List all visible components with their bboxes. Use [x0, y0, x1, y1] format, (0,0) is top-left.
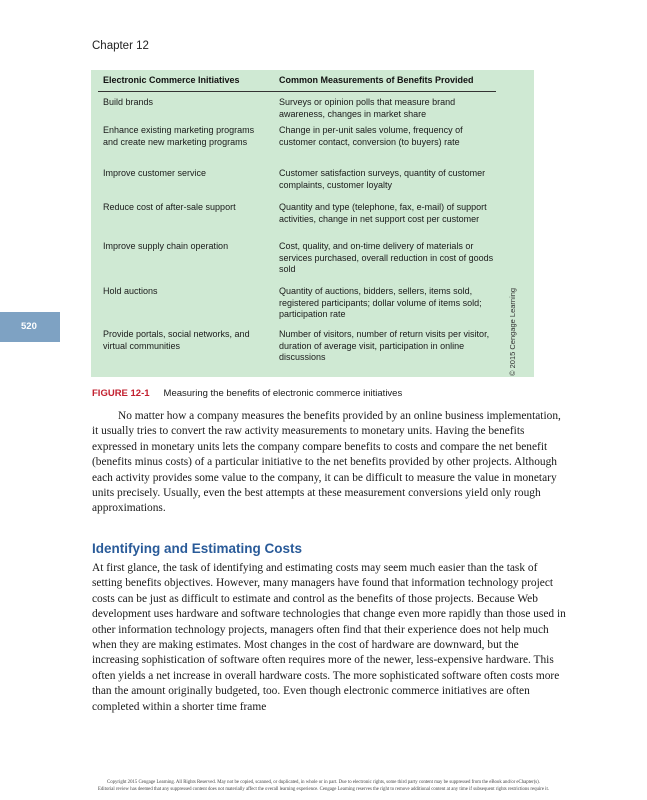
initiative-cell: Improve supply chain operation	[103, 241, 229, 251]
measurement-cell: Cost, quality, and on-time delivery of materials or services purchased, overall reduction in cost of goods sold	[279, 241, 494, 274]
measurement-cell: Number of visitors, number of return visits per visitor, duration of average visit, participation in online discussions	[279, 329, 490, 362]
chapter-label: Chapter 12	[92, 40, 149, 52]
measurement-cell: Surveys or opinion polls that measure brand awareness, changes in market share	[279, 97, 456, 119]
header-initiatives: Electronic Commerce Initiatives	[103, 75, 240, 85]
body-paragraph: No matter how a company measures the benefits provided by an online business implementation, it usually tries to convert the raw activity measurements to monetary units. Having the benefits expressed in monetary units lets the company compare benefits to costs and compare the net benefit (benefits minus costs) of a particular initiative to the net benefits provided by other projects. Although each activity provides some value to the company, it can be difficult to measure the value in monetary units precisely. Usually, even the best attempts at these measurement conversions yield only rough approximations.	[92, 410, 561, 515]
footer-line: Copyright 2015 Cengage Learning. All Rights Reserved. May not be copied, scanned, or duplicated, in whole or in part. Due to electronic rights, some third party content may be suppressed from the eBook and/or eChapter(s).	[107, 780, 540, 785]
figure-caption	[92, 388, 402, 399]
header-divider	[98, 91, 496, 92]
table-header	[91, 70, 534, 90]
figure-title: Measuring the benefits of electronic commerce initiatives	[163, 388, 403, 399]
section-heading: Identifying and Estimating Costs	[92, 541, 303, 556]
page-number-tab	[0, 312, 60, 342]
initiative-cell: Provide portals, social networks, and virtual communities	[103, 329, 250, 351]
body-paragraph: At first glance, the task of identifying and estimating costs may seem much easier than the task of setting benefits objectives. However, many managers have found that information technology project costs can be just as difficult to estimate and control as the benefits of those projects. Because Web development uses hardware and software technologies that change even more rapidly than those used in other information technology projects, managers often find that their experience does not help much when they are making estimates. Most changes in the cost of hardware are downward, but the increasing sophistication of software often requires more of the newer, less-expensive hardware. This often yields a net increase in overall hardware costs. The more sophisticated software often costs more than the amount originally budgeted, too. Even though electronic commerce initiatives are often completed within a shorter time frame	[92, 562, 566, 713]
initiative-cell: Improve customer service	[103, 168, 207, 178]
measurement-cell: Quantity and type (telephone, fax, e-mail) of support activities, change in net support cost per customer	[279, 202, 487, 224]
copyright-credit: © 2015 Cengage Learning	[508, 287, 517, 376]
figure-label: FIGURE 12-1	[92, 388, 150, 399]
measurement-cell: Change in per-unit sales volume, frequency of customer contact, conversion (to buyers) rate	[279, 125, 463, 147]
copyright-footer	[0, 779, 647, 793]
initiative-cell: Reduce cost of after-sale support	[103, 202, 236, 212]
benefits-table	[91, 70, 534, 377]
measurement-cell: Quantity of auctions, bidders, sellers, items sold, registered participants; dollar volume of items sold; participation rate	[279, 286, 482, 319]
initiative-cell: Build brands	[103, 97, 154, 107]
initiative-cell: Enhance existing marketing programs and create new marketing programs	[103, 125, 255, 147]
page-number: 520	[21, 321, 37, 332]
footer-line: Editorial review has deemed that any suppressed content does not materially affect the overall learning experience. Cengage Learning reserves the right to remove additional content at any time if subsequent rights restrictions require it.	[97, 787, 550, 792]
measurement-cell: Customer satisfaction surveys, quantity of customer complaints, customer loyalty	[279, 168, 486, 190]
header-measurements: Common Measurements of Benefits Provided	[279, 75, 474, 85]
initiative-cell: Hold auctions	[103, 286, 158, 296]
